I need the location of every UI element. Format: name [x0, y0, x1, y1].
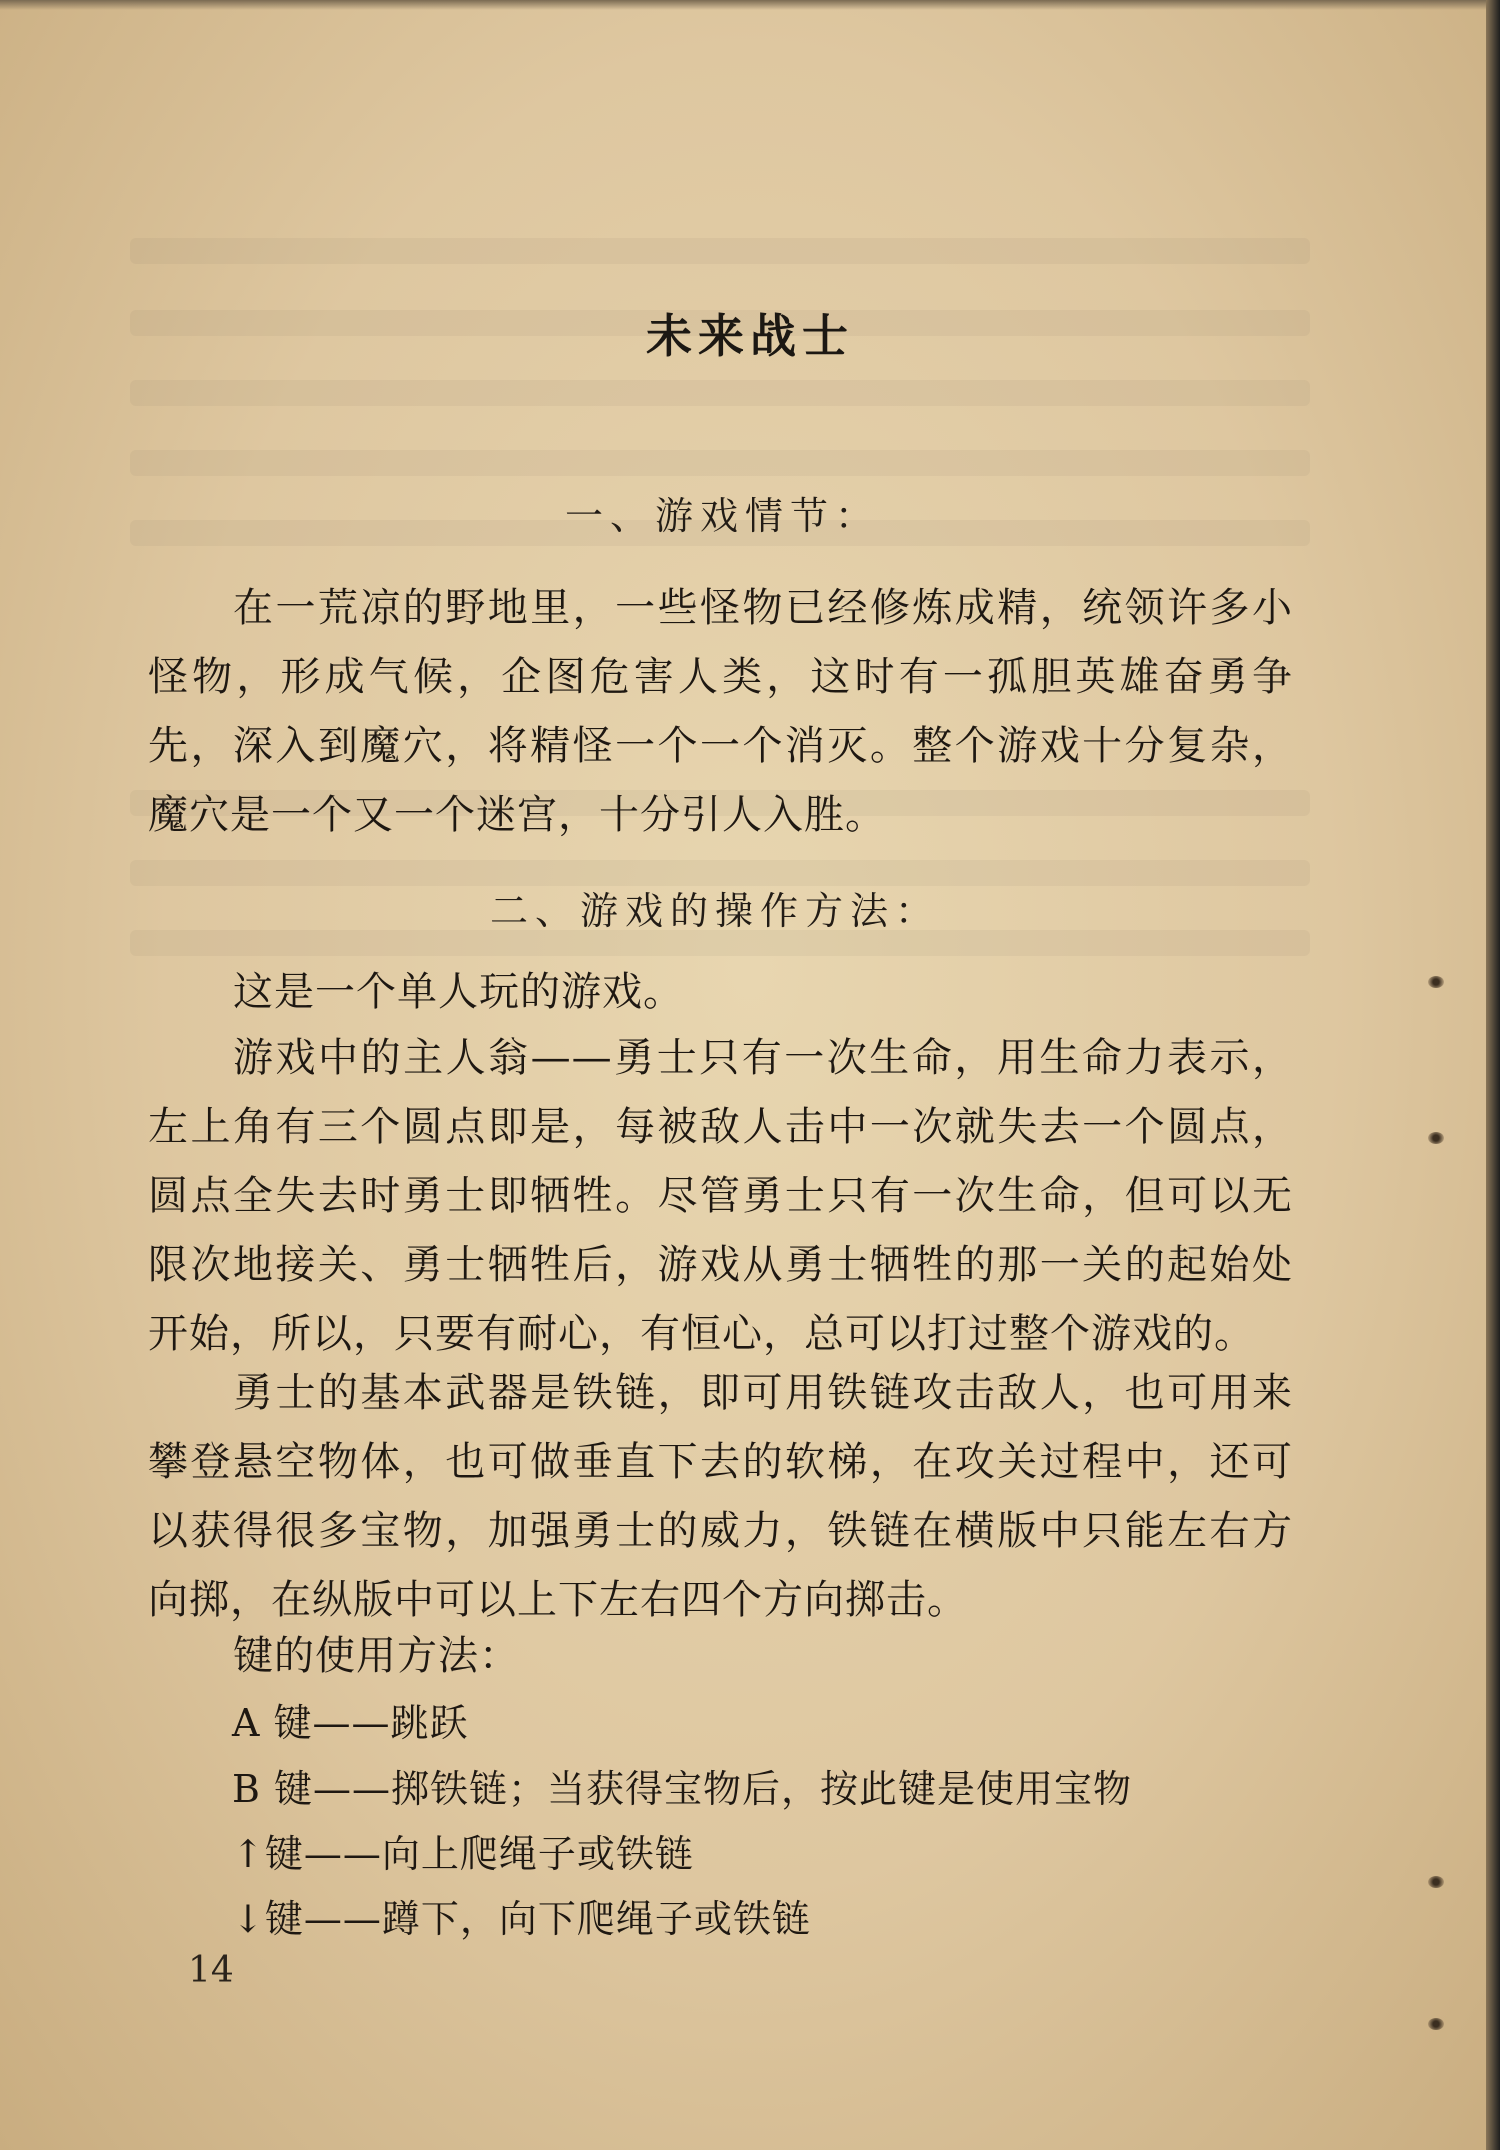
intro-paragraph: 这是一个单人玩的游戏。 [233, 969, 684, 1015]
binding-hole [1428, 976, 1444, 988]
page-title: 未来战士 [646, 309, 854, 363]
hero-life-paragraph: 游戏中的主人翁——勇士只有一次生命，用生命力表示，左上角有三个圆点即是，每被敌人击中一次就失去一个圆点，圆点全失去时勇士即牺牲。尽管勇士只有一次生命，但可以无限次地接关、勇士牺牲后，游戏从勇士牺牲的那一关的起始处开始，所以，只要有耐心，有恒心，总可以打过整个游戏的。 [148, 1035, 1293, 1357]
section-heading-plot: 一、游戏情节： [565, 494, 881, 538]
key-usage-heading: 键的使用方法： [233, 1633, 520, 1679]
page-top-edge [0, 0, 1500, 10]
binding-hole [1428, 1132, 1444, 1144]
key-a-line: A 键——跳跃 [232, 1701, 469, 1745]
key-up-line: ↑键——向上爬绳子或铁链 [232, 1832, 694, 1876]
bleed-through-line [130, 238, 1310, 264]
binding-hole [1428, 2018, 1444, 2030]
key-b-line: B 键——掷铁链；当获得宝物后，按此键是使用宝物 [232, 1767, 1133, 1811]
weapon-paragraph: 勇士的基本武器是铁链，即可用铁链攻击敌人，也可用来攀登悬空物体，也可做垂直下去的软梯，在攻关过程中，还可以获得很多宝物，加强勇士的威力，铁链在横版中只能左右方向掷，在纵版中可以上下左右四个方向掷击。 [148, 1370, 1293, 1623]
plot-paragraph: 在一荒凉的野地里，一些怪物已经修炼成精，统领许多小怪物，形成气候，企图危害人类，这时有一孤胆英雄奋勇争先，深入到魔穴，将精怪一个一个消灭。整个游戏十分复杂，魔穴是一个又一个迷宫，十分引人入胜。 [148, 585, 1293, 838]
binding-hole [1428, 1876, 1444, 1888]
bleed-through-line [130, 450, 1310, 476]
key-down-line: ↓键——蹲下，向下爬绳子或铁链 [232, 1897, 811, 1941]
section-heading-controls: 二、游戏的操作方法： [490, 889, 941, 933]
bleed-through-line [130, 380, 1310, 406]
page-number: 14 [188, 1950, 234, 1991]
